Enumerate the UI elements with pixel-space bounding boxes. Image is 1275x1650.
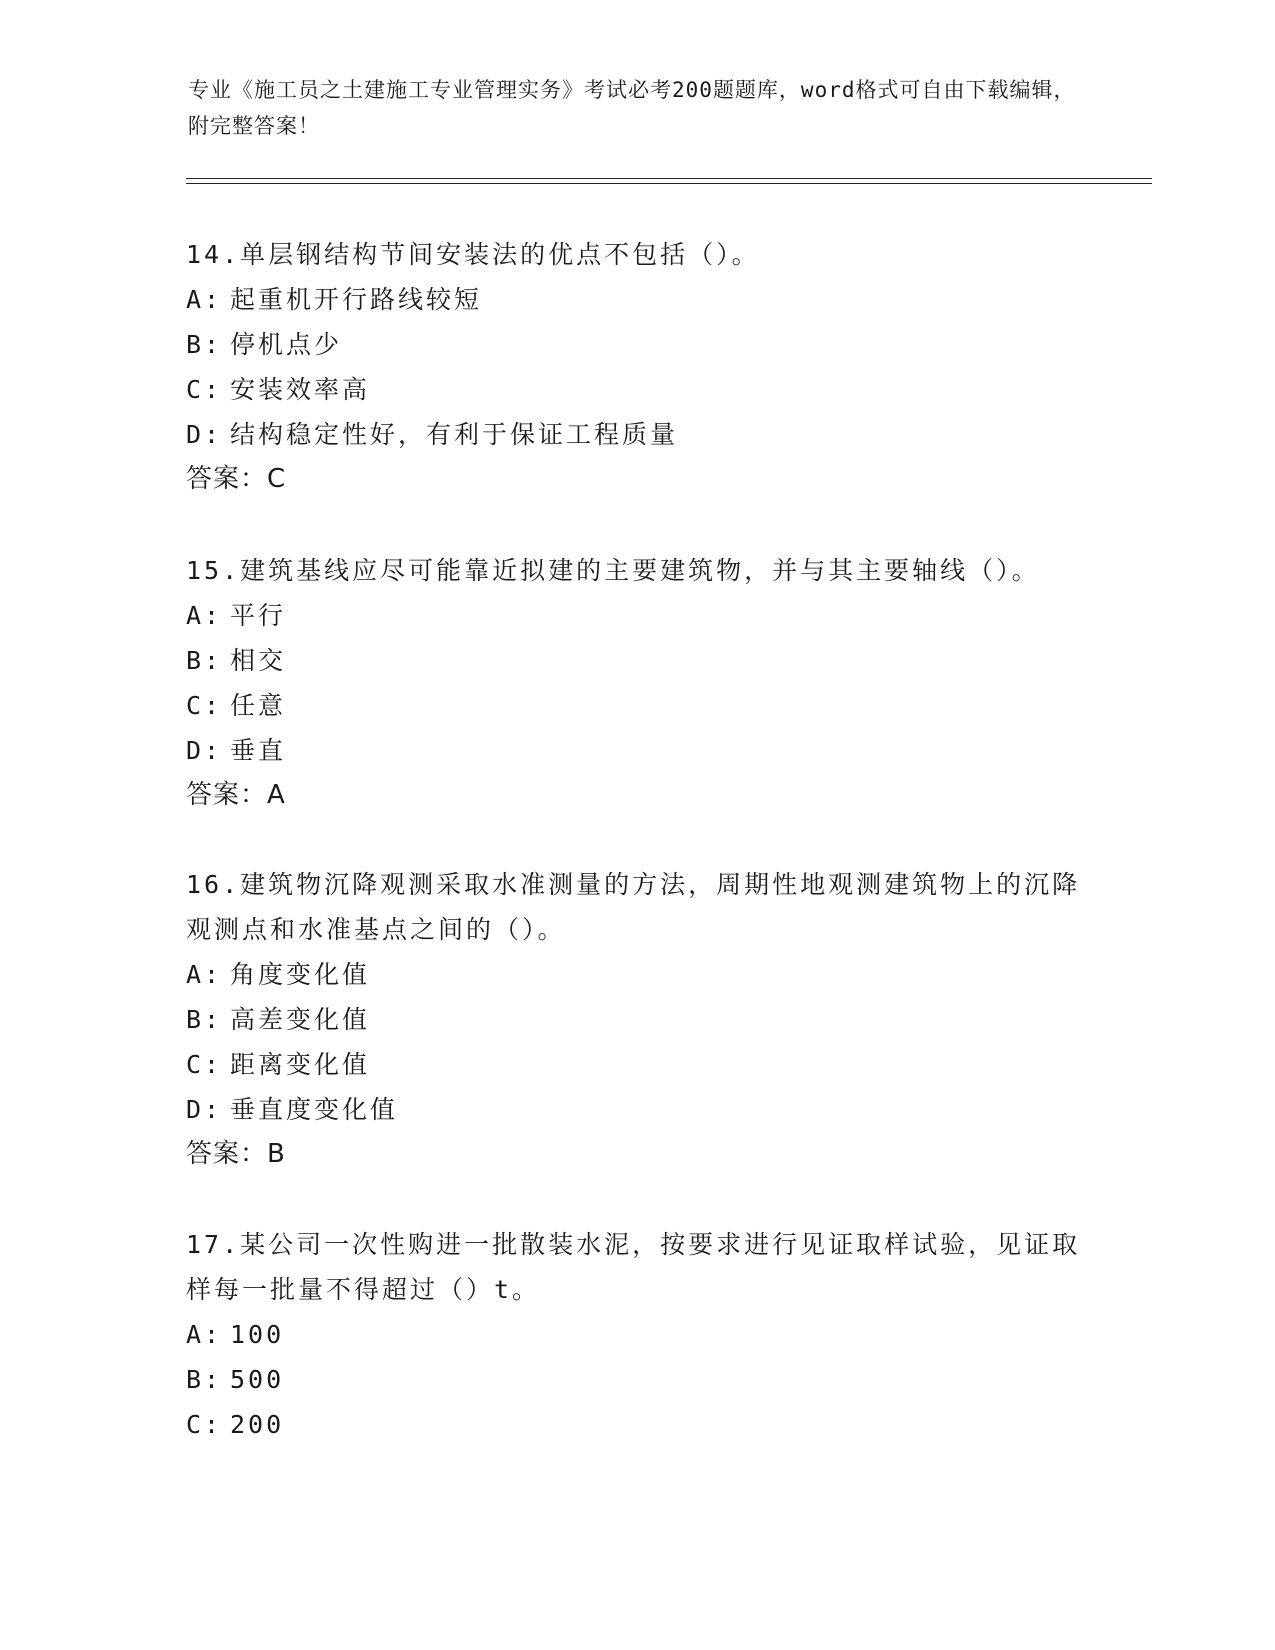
header-divider-bottom (186, 183, 1152, 184)
option-letter: A: (186, 1320, 223, 1349)
option-letter: C: (186, 1050, 223, 1079)
option-b (186, 638, 1086, 683)
option-letter: B: (186, 646, 223, 675)
option-letter: D: (186, 1095, 223, 1124)
option-letter: D: (186, 420, 223, 449)
option-text: 停机点少 (230, 330, 343, 359)
option-text: 500 (230, 1365, 285, 1394)
question-14 (186, 232, 1086, 502)
option-c (186, 1042, 1086, 1087)
option-letter: A: (186, 285, 223, 314)
option-a (186, 952, 1086, 997)
option-letter: A: (186, 960, 223, 989)
question-stem: 15.建筑基线应尽可能靠近拟建的主要建筑物，并与其主要轴线（）。 (186, 556, 1040, 585)
option-letter: B: (186, 1005, 223, 1034)
option-c (186, 1402, 1086, 1447)
option-letter: A: (186, 601, 223, 630)
option-text: 任意 (230, 691, 287, 720)
option-letter: D: (186, 736, 223, 765)
option-text: 结构稳定性好，有利于保证工程质量 (230, 420, 679, 449)
option-text: 垂直度变化值 (230, 1095, 399, 1124)
option-d (186, 412, 1086, 457)
option-letter: C: (186, 1410, 223, 1439)
option-b (186, 322, 1086, 367)
option-text: 垂直 (230, 736, 287, 765)
question-stem: 14.单层钢结构节间安装法的优点不包括（）。 (186, 240, 760, 269)
option-d (186, 728, 1086, 773)
question-17 (186, 1222, 1086, 1447)
option-b (186, 997, 1086, 1042)
option-text: 起重机开行路线较短 (230, 285, 483, 314)
option-text: 安装效率高 (230, 375, 371, 404)
option-text: 200 (230, 1410, 285, 1439)
question-stem: 17.某公司一次性购进一批散装水泥，按要求进行见证取样试验，见证取样每一批量不得超过（）t。 (186, 1230, 1081, 1304)
question-stem: 16.建筑物沉降观测采取水准测量的方法，周期性地观测建筑物上的沉降观测点和水准基点之间的（）。 (186, 870, 1081, 944)
option-letter: B: (186, 330, 223, 359)
answer-label: 答案：C (186, 464, 287, 494)
option-c (186, 683, 1086, 728)
question-16 (186, 862, 1086, 1177)
header-divider-top (186, 178, 1152, 179)
answer-label: 答案：B (186, 1139, 286, 1169)
answer-label: 答案：A (186, 780, 286, 810)
document-intro: 专业《施工员之土建施工专业管理实务》考试必考200题题库，word格式可自由下载编辑，附完整答案！ (188, 78, 1076, 138)
option-a (186, 277, 1086, 322)
option-b (186, 1357, 1086, 1402)
option-d (186, 1087, 1086, 1132)
option-text: 高差变化值 (230, 1005, 371, 1034)
question-15 (186, 548, 1086, 818)
option-letter: C: (186, 375, 223, 404)
option-letter: C: (186, 691, 223, 720)
option-c (186, 367, 1086, 412)
option-a (186, 1312, 1086, 1357)
option-text: 距离变化值 (230, 1050, 371, 1079)
option-a (186, 593, 1086, 638)
option-text: 100 (230, 1320, 285, 1349)
option-text: 平行 (230, 601, 287, 630)
option-text: 角度变化值 (230, 960, 371, 989)
option-letter: B: (186, 1365, 223, 1394)
option-text: 相交 (230, 646, 287, 675)
